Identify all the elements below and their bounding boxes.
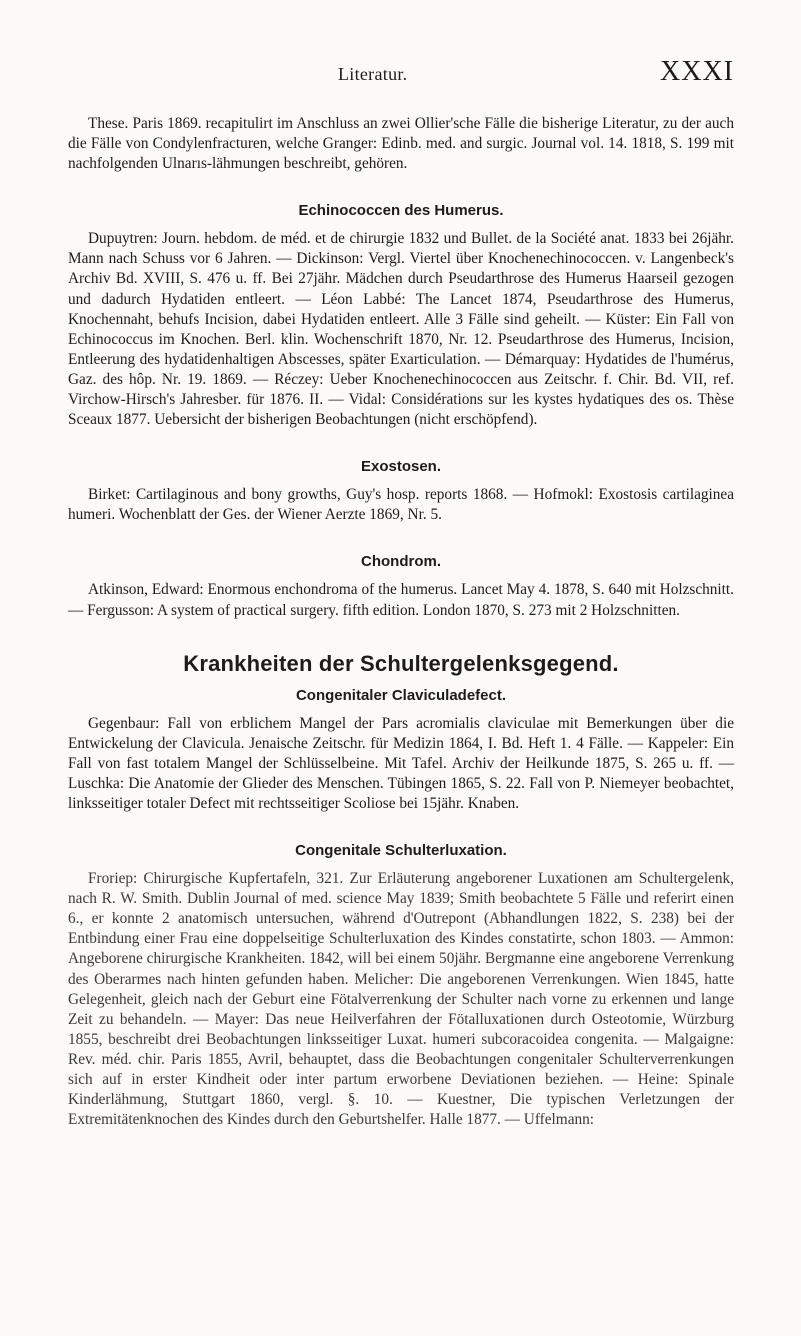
heading-krankheiten: Krankheiten der Schultergelenksgegend. (183, 650, 619, 676)
heading-schulterluxation: Congenitale Schulterluxation. (295, 842, 507, 860)
heading-clavicula: Congenitaler Claviculadefect. (295, 686, 507, 704)
page (68, 52, 734, 1130)
clavicula-paragraph: Gegenbaur: Fall von erblichem Mangel der Pars acromialis claviculae mit Bemerkungen über die Entwickelung der Clavicula. Jenaische Zeitschr. für Medizin 1864, I. Bd. Heft 1. 4 Fälle. — Kappeler: Ein Fall von fast totalem Mangel der Schlüsselbeine. Mit Tafel. Archiv der Heilkunde 1875, S. 265 u. ff. — Luschka: Die Anatomie der Glieder des Menschen. Tübingen 1865, S. 22. Fall von P. Niemeyer beobachtet, linksseitiger totaler Defect mit rechtsseitiger Scoliose bei 15jähr. Knaben. (68, 714, 734, 812)
heading-chondrom: Chondrom. (361, 553, 441, 571)
page-header (68, 52, 734, 92)
heading-echinococcen: Echinococcen des Humerus. (298, 202, 504, 220)
intro-paragraph: These. Paris 1869. recapitulirt im Anschluss an zwei Ollier'sche Fälle die bisherige Literatur, zu der auch die Fälle von Condylenfracturen, welche Granger: Edinb. med. and surgic. Journal vol. 14. 1818, S. 199 mit nachfolgenden Ulnarıs-lähmungen beschreibt, gehören. (68, 115, 734, 173)
exostosen-paragraph: Birket: Cartilaginous and bony growths, Guy's hosp. reports 1868. — Hofmokl: Exostosis cartilaginea humeri. Wochenblatt der Ges. der Wiener Aerzte 1869, Nr. 5. (68, 486, 734, 524)
chondrom-paragraph: Atkinson, Edward: Enormous enchondroma of the humerus. Lancet May 4. 1878, S. 640 mit Holzschnitt. — Fergusson: A system of practical surgery. fifth edition. London 1870, S. 273 mit 2 Holzschnitten. (68, 581, 734, 619)
page-number: XXXI (660, 56, 734, 87)
heading-exostosen: Exostosen. (360, 458, 442, 476)
running-title: Literatur. (338, 64, 408, 84)
schulterluxation-paragraph: Froriep: Chirurgische Kupfertafeln, 321. Zur Erläuterung angeborener Luxationen am Schultergelenk, nach R. W. Smith. Dublin Journal of med. science May 1839; Smith beobachtete 5 Fälle und referirt einen 6., er konnte 2 anatomisch untersuchen, während d'Outrepont (Abhandlungen 1822, S. 238) bei der Entbindung einer Frau eine doppelseitige Schulterluxation des Kindes constatirte, schon 1803. — Ammon: Angeborene chirurgische Krankheiten. 1842, will bei einem 50jähr. Bergmanne eine angeborene Verrenkung des Oberarmes nach hinten gefunden haben. Melicher: Die angeborenen Verrenkungen. Wien 1845, hatte Gelegenheit, gleich nach der Geburt eine Fötalverrenkung der Schulter nach vorne zu erkennen und lange Zeit zu behandeln. — Mayer: Das neue Heilverfahren der Fötalluxationen durch Osteotomie, Würzburg 1855, beschreibt drei Beobachtungen linksseitiger Luxat. humeri subcoracoidea congenita. — Malgaigne: Rev. méd. chir. Paris 1855, Avril, behauptet, dass die Beobachtungen congenitaler Schulterverrenkungen sich auf in erster Kindheit oder inter partum erworbene Deviationen beziehen. — Heine: Spinale Kinderlähmung, Stuttgart 1860, vergl. §. 10. — Kuestner, Die typischen Verletzungen der Extremitätenknochen des Kindes durch den Geburtshelfer. Halle 1877. — Uffelmann: (68, 870, 734, 1129)
echinococcen-paragraph: Dupuytren: Journ. hebdom. de méd. et de chirurgie 1832 und Bullet. de la Société anat. 1833 bei 26jähr. Mann nach Schuss vor 6 Jahren. — Dickinson: Vergl. Viertel über Knochenechinococcen. v. Langenbeck's Archiv Bd. XVIII, S. 476 u. ff. Bei 27jähr. Mädchen durch Pseudarthrose des Humerus Haarseil gezogen und dadurch Hydatiden entleert. — Léon Labbé: The Lancet 1874, Pseudarthrose des Humerus, Knochennaht, behufs Incision, dabei Hydatiden entleert. Alle 3 Fälle sind geheilt. — Küster: Ein Fall von Echinococcus im Knochen. Berl. klin. Wochenschrift 1870, Nr. 12. Pseudarthrose des Humerus, Incision, Entleerung des hydatidenhaltigen Abscesses, später Exarticulation. — Démarquay: Hydatides de l'humérus, Gaz. des hôp. Nr. 19. 1869. — Réczey: Ueber Knochenechinococcen aus Zeitschr. f. Chir. Bd. VII, ref. Virchow-Hirsch's Jahresber. für 1876. II. — Vidal: Considérations sur les kystes hydatiques des os. Thèse Sceaux 1877. Uebersicht der bisherigen Beobachtungen (nicht erschöpfend). (68, 230, 734, 429)
